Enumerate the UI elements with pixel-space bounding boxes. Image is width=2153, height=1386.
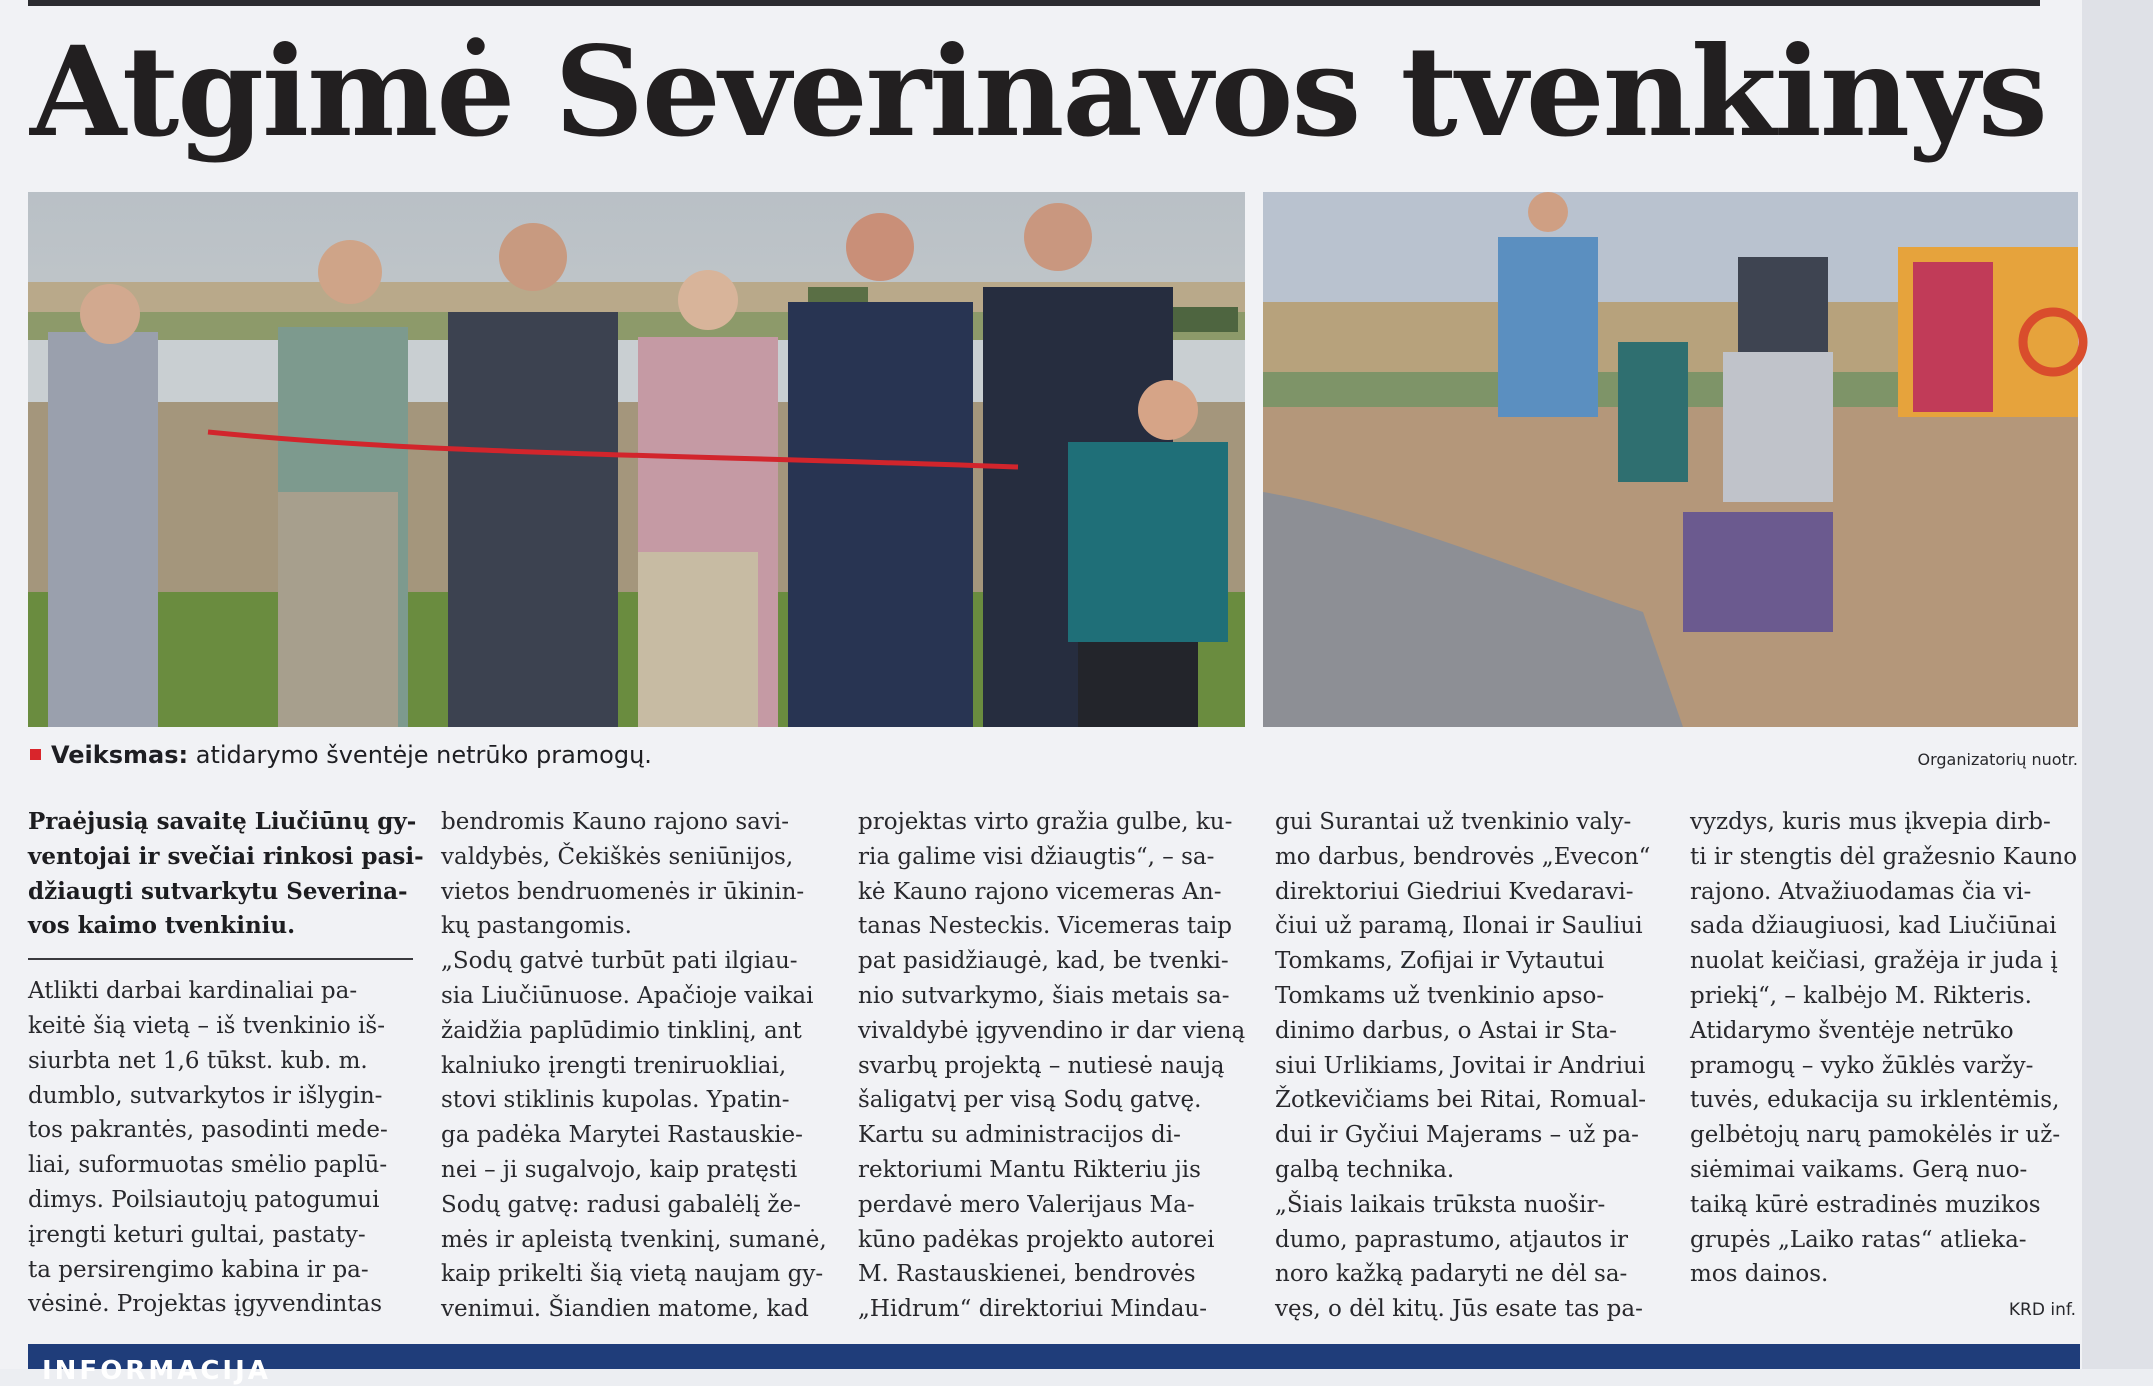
text-line: svarbų projektą – nutiesė naują — [858, 1052, 1225, 1079]
text-line: kūno padėkas projekto autorei — [858, 1226, 1215, 1253]
text-line: sia Liučiūnuose. Apačioje vaikai — [441, 982, 814, 1009]
text-line: bendromis Kauno rajono savi- — [441, 809, 789, 835]
text-line: „Hidrum“ direktoriui Mindau- — [858, 1296, 1208, 1323]
text-line: projektas virto gražia gulbe, ku- — [858, 809, 1233, 835]
text-line: venimui. Šiandien matome, kad — [441, 1296, 809, 1323]
text-line: kų pastangomis. — [441, 913, 632, 940]
text-line: ta persirengimo kabina ir pa- — [28, 1256, 369, 1283]
text-line: pat pasidžiaugė, kad, be tvenki- — [858, 948, 1229, 975]
text-line: čiui už paramą, Ilonai ir Sauliui — [1275, 913, 1643, 940]
text-line: mo darbus, bendrovės „Evecon“ — [1275, 843, 1651, 870]
ribbon-cutting-photo — [28, 192, 1245, 727]
photo-credit: Organizatorių nuotr. — [1917, 750, 2078, 769]
top-rule — [28, 0, 2040, 6]
text-line: liai, suformuotas smėlio paplū- — [28, 1152, 388, 1179]
text-line: direktoriui Giedriui Kvedaravi- — [1275, 878, 1634, 905]
bottom-bar-label: INFORMACIJA — [42, 1356, 271, 1386]
text-line: ria galime visi džiaugtis“, – sa- — [858, 843, 1215, 870]
text-line: kaip prikelti šią vietą naujam gy- — [441, 1261, 824, 1288]
text-line: vietos bendruomenės ir ūkinin- — [441, 878, 805, 905]
text-line: dumo, paprastumo, atjautos ir — [1275, 1226, 1628, 1253]
text-line: Atlikti darbai kardinaliai pa- — [28, 978, 358, 1005]
lead-line: Praėjusią savaitę Liučiūnų gy- — [28, 808, 417, 835]
text-line: kalniuko įrengti treniruokliai, — [441, 1052, 787, 1079]
text-line: siėmimai vaikams. Gerą nuo- — [1690, 1156, 2028, 1183]
lead-line: džiaugti sutvarkytu Severina- — [28, 877, 408, 905]
adjacent-page-edge — [2082, 0, 2153, 1369]
text-line: gui Surantai už tvenkinio valy- — [1275, 809, 1632, 835]
text-line: noro kažką padaryti ne dėl sa- — [1275, 1261, 1628, 1288]
text-line: Žotkevičiams bei Ritai, Romual- — [1275, 1087, 1647, 1114]
text-line: dinimo darbus, o Astai ir Sta- — [1275, 1017, 1617, 1044]
text-line: sada džiaugiuosi, kad Liučiūnai — [1690, 913, 2057, 940]
article-column-5 — [1690, 805, 2076, 1325]
text-line: siui Urlikiams, Jovitai ir Andriui — [1275, 1052, 1646, 1079]
text-line: Kartu su administracijos di- — [858, 1122, 1181, 1149]
text-line: vyzdys, kuris mus įkvepia dirb- — [1690, 809, 2051, 835]
text-line: kė Kauno rajono vicemeras An- — [858, 878, 1222, 905]
text-line: mos dainos. — [1690, 1261, 1829, 1288]
lead-line: ventojai ir svečiai rinkosi pasi- — [28, 842, 424, 870]
lead-line: vos kaimo tvenkiniu. — [28, 912, 296, 940]
caption-text: atidarymo šventėje netrūko pramogų. — [188, 741, 652, 769]
text-line: Tomkams, Zofijai ir Vytautui — [1275, 948, 1605, 975]
article-column-4 — [1275, 805, 1671, 1325]
text-line: galbą technika. — [1275, 1156, 1455, 1183]
photo-caption — [30, 740, 1330, 770]
text-line: tos pakrantės, pasodinti mede- — [28, 1117, 388, 1144]
text-line: grupės „Laiko ratas“ atlieka- — [1690, 1226, 2027, 1253]
text-line: žaidžia paplūdimio tinklinį, ant — [441, 1017, 802, 1044]
lead-paragraph — [28, 805, 424, 944]
text-line: stovi stiklinis kupolas. Ypatin- — [441, 1087, 790, 1114]
caption-label: Veiksmas: — [51, 741, 189, 769]
text-line: priekį“, – kalbėjo M. Rikteris. — [1690, 982, 2032, 1009]
text-line: valdybės, Čekiškės seniūnijos, — [441, 843, 794, 870]
text-line: vęs, o dėl kitų. Jūs esate tas pa- — [1275, 1296, 1643, 1323]
text-line: mės ir apleistą tvenkinį, sumanė, — [441, 1226, 827, 1253]
text-line: nei – ji sugalvojo, kaip pratęsti — [441, 1156, 798, 1183]
text-line: dui ir Gyčiui Majerams – už pa- — [1275, 1122, 1639, 1149]
article-column-3 — [858, 805, 1254, 1325]
text-line: nio sutvarkymo, šiais metais sa- — [858, 982, 1230, 1009]
text-line: tanas Nesteckis. Vicemeras taip — [858, 913, 1232, 940]
text-line: perdavė mero Valerijaus Ma- — [858, 1191, 1195, 1218]
text-line: vivaldybė įgyvendino ir dar vieną — [858, 1017, 1246, 1044]
text-line: Atidarymo šventėje netrūko — [1690, 1017, 2014, 1044]
text-line: „Šiais laikais trūksta nuošir- — [1275, 1191, 1606, 1218]
text-line: siurbta net 1,6 tūkst. kub. m. — [28, 1047, 368, 1074]
text-line: rajono. Atvažiuodamas čia vi- — [1690, 878, 2032, 905]
caption-bullet — [30, 749, 41, 760]
text-line: šaligatvį per visą Sodų gatvę. — [858, 1087, 1202, 1114]
text-line: taiką kūrė estradinės muzikos — [1690, 1191, 2041, 1218]
text-line: tuvės, edukacija su irklentėmis, — [1690, 1087, 2060, 1114]
text-line: keitė šią vietą – iš tvenkinio iš- — [28, 1012, 385, 1039]
headline: Atgimė Severinavos tvenkinys — [30, 20, 2046, 165]
text-line: dumblo, sutvarkytos ir išlygin- — [28, 1082, 383, 1109]
text-line: M. Rastauskienei, bendrovės — [858, 1261, 1196, 1288]
pond-children-photo — [1263, 192, 2078, 727]
text-line: ti ir stengtis dėl gražesnio Kauno — [1690, 843, 2078, 870]
article-column-2 — [441, 805, 837, 1325]
text-line: vėsinė. Projektas įgyvendintas — [28, 1291, 383, 1318]
text-line: nuolat keičiasi, gražėja ir juda į — [1690, 948, 2058, 975]
text-line: pramogų – vyko žūklės varžy- — [1690, 1052, 2034, 1079]
text-line: ga padėka Marytei Rastauskie- — [441, 1122, 803, 1149]
lead-divider — [28, 958, 413, 960]
text-line: dimys. Poilsiautojų patogumui — [28, 1186, 380, 1213]
text-line: Sodų gatvę: radusi gabalėlį že- — [441, 1191, 801, 1218]
text-line: rektoriumi Mantu Rikteriu jis — [858, 1156, 1201, 1183]
text-line: „Sodų gatvė turbūt pati ilgiau- — [441, 948, 798, 975]
text-line: gelbėtojų narų pamokėlės ir už- — [1690, 1122, 2061, 1149]
text-line: įrengti keturi gultai, pastaty- — [28, 1221, 366, 1248]
bottom-section-bar — [28, 1344, 2080, 1386]
text-line: Tomkams už tvenkinio apso- — [1275, 982, 1605, 1009]
article-column-1 — [28, 805, 424, 1325]
source-credit: KRD inf. — [2008, 1300, 2076, 1320]
